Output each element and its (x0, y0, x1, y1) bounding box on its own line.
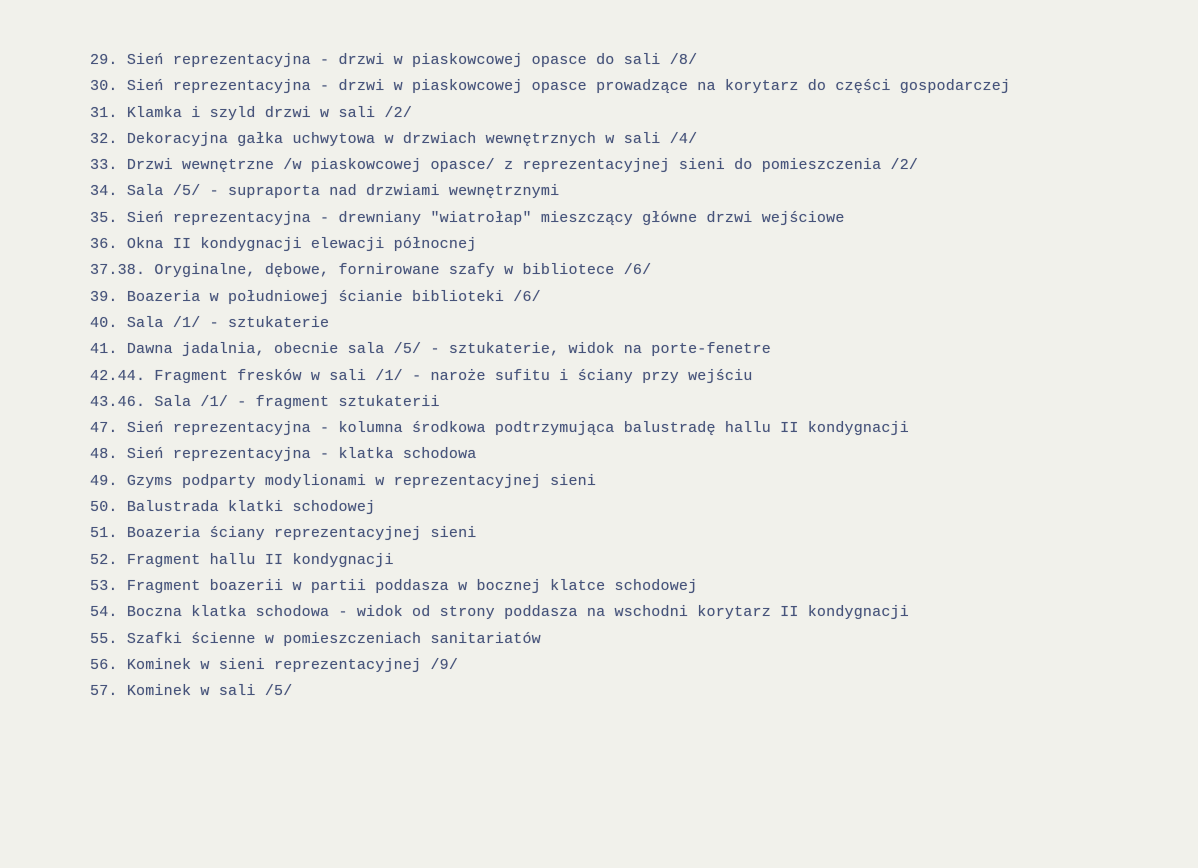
list-item-text: Fragment fresków w sali /1/ - naroże sufitu i ściany przy wejściu (154, 367, 753, 385)
list-item-text: Dawna jadalnia, obecnie sala /5/ - sztukaterie, widok na porte-fenetre (126, 341, 771, 359)
list-item-number: 53. (90, 577, 118, 595)
list-item (90, 469, 1158, 495)
list-item (90, 48, 1158, 74)
list-item-text: Sień reprezentacyjna - drzwi w piaskowcowej opasce prowadzące na korytarz do części gospodarczej (126, 78, 1011, 96)
list-item-text: Gzyms podparty modylionami w reprezentacyjnej sieni (126, 472, 597, 490)
list-item (90, 548, 1158, 574)
list-item-number: 33. (90, 157, 118, 175)
list-item-number: 30. (90, 78, 118, 96)
list-item-text: Sień reprezentacyjna - drzwi w piaskowcowej opasce do sali /8/ (126, 52, 698, 69)
list-item (90, 679, 1158, 705)
list-item-number: 57. (90, 683, 118, 701)
list-item (90, 442, 1158, 468)
list-item (90, 153, 1158, 179)
list-item-number: 47. (90, 420, 118, 438)
list-item-number: 39. (90, 288, 118, 306)
list-item-text: Boazeria ściany reprezentacyjnej sieni (126, 525, 477, 543)
list-item-number: 51. (90, 525, 118, 543)
list-item-text: Okna II kondygnacji elewacji północnej (126, 236, 477, 254)
list-item-number: 42.44. (90, 367, 146, 385)
list-item-number: 54. (90, 604, 118, 622)
list-item-number: 29. (90, 52, 118, 69)
list-item-number: 55. (90, 630, 118, 648)
list-item-number: 48. (90, 446, 118, 464)
list-item (90, 285, 1158, 311)
list-item-text: Kominek w sali /5/ (126, 683, 293, 701)
list-item (90, 179, 1158, 205)
list-item-text: Sień reprezentacyjna - klatka schodowa (126, 446, 477, 464)
list-item-number: 37.38. (90, 262, 146, 280)
list-item (90, 574, 1158, 600)
list-item-text: Sień reprezentacyjna - kolumna środkowa podtrzymująca balustradę hallu II kondygnacji (126, 420, 909, 438)
list-item (90, 416, 1158, 442)
list-item-number: 52. (90, 551, 118, 569)
list-item-number: 34. (90, 183, 118, 201)
list-item-number: 35. (90, 209, 118, 227)
list-item-text: Sala /1/ - sztukaterie (126, 314, 330, 332)
list-item-text: Drzwi wewnętrzne /w piaskowcowej opasce/ z reprezentacyjnej sieni do pomieszczenia /2/ (126, 157, 919, 175)
list-item (90, 364, 1158, 390)
list-item (90, 311, 1158, 337)
list-item-text: Boczna klatka schodowa - widok od strony poddasza na wschodni korytarz II kondygnacji (126, 604, 909, 622)
list-item (90, 232, 1158, 258)
list-item-text: Kominek w sieni reprezentacyjnej /9/ (126, 656, 459, 674)
list-item (90, 600, 1158, 626)
list-item-text: Sień reprezentacyjna - drewniany "wiatrołap" mieszczący główne drzwi wejściowe (126, 209, 845, 227)
list-item (90, 627, 1158, 653)
list-item-number: 32. (90, 130, 118, 148)
list-item (90, 74, 1158, 100)
list-item-text: Balustrada klatki schodowej (126, 499, 376, 517)
list-item-number: 50. (90, 499, 118, 517)
list-item-text: Oryginalne, dębowe, fornirowane szafy w bibliotece /6/ (154, 262, 652, 280)
list-item-text: Dekoracyjna gałka uchwytowa w drzwiach wewnętrznych w sali /4/ (126, 130, 698, 148)
list-item-text: Sala /5/ - supraporta nad drzwiami wewnętrznymi (126, 183, 560, 201)
list-item (90, 206, 1158, 232)
list-item-text: Fragment boazerii w partii poddasza w bocznej klatce schodowej (126, 577, 698, 595)
list-item-number: 43.46. (90, 393, 146, 411)
list-item (90, 101, 1158, 127)
list-item-number: 41. (90, 341, 118, 359)
list-item-number: 56. (90, 656, 118, 674)
list-item-text: Boazeria w południowej ścianie biblioteki /6/ (126, 288, 541, 306)
list-item (90, 337, 1158, 363)
list-item-number: 40. (90, 314, 118, 332)
list-item-text: Szafki ścienne w pomieszczeniach sanitariatów (126, 630, 541, 648)
list-item-text: Klamka i szyld drzwi w sali /2/ (126, 104, 413, 122)
list-item (90, 521, 1158, 547)
list-item-number: 31. (90, 104, 118, 122)
list-item (90, 127, 1158, 153)
list-item-number: 36. (90, 236, 118, 254)
list-item-text: Fragment hallu II kondygnacji (126, 551, 394, 569)
list-item (90, 390, 1158, 416)
list-item (90, 258, 1158, 284)
list-item-number: 49. (90, 472, 118, 490)
list-item-text: Sala /1/ - fragment sztukaterii (154, 393, 440, 411)
inventory-list (90, 48, 1158, 705)
list-item (90, 653, 1158, 679)
list-item (90, 495, 1158, 521)
